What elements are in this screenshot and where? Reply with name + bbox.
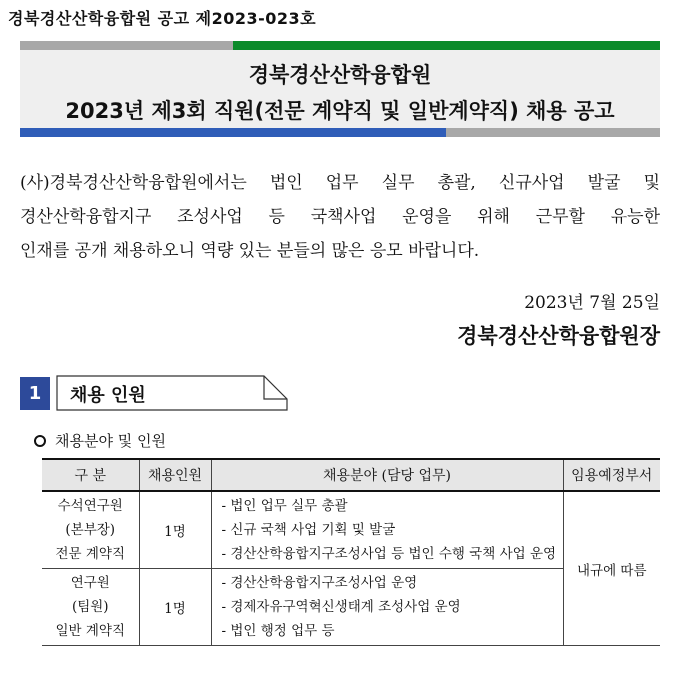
title-line-2: 2023년 제3회 직원(전문 계약직 및 일반계약직) 채용 공고 [65, 99, 615, 123]
header-duties: 채용분야 (담당 업무) [211, 459, 563, 491]
bottom-bar-blue-segment [20, 128, 446, 137]
section-title: 채용 인원 [70, 385, 146, 406]
top-bar-gray-segment [20, 41, 233, 50]
header-department: 임용예정부서 [563, 459, 660, 491]
bottom-bar-gray-segment [446, 128, 660, 137]
table-header-row [42, 459, 660, 491]
category-title: 연구원 [70, 575, 110, 591]
duty-item: - 신규 국책 사업 기획 및 발굴 [221, 522, 396, 538]
notice-date: 2023년 7월 25일 [524, 293, 660, 313]
title-bottom-bar [20, 128, 660, 137]
circle-bullet-icon [34, 435, 46, 447]
category-contract: 전문 계약직 [55, 546, 125, 562]
recruitment-table [42, 458, 660, 646]
header-count: 채용인원 [139, 459, 211, 491]
count-cell: 1명 [139, 569, 211, 646]
intro-line-2: 경산산학융합지구 조성사업 등 국책사업 운영을 위해 근무할 유능한 [20, 207, 660, 227]
duty-item: - 법인 업무 실무 총괄 [221, 498, 348, 514]
intro-line-1: (사)경북경산산학융합원에서는 법인 업무 실무 총괄, 신규사업 발굴 및 [20, 173, 660, 193]
top-bar-green-segment [233, 41, 660, 50]
category-cell [42, 569, 139, 646]
category-contract: 일반 계약직 [55, 623, 125, 639]
title-top-bar [20, 41, 660, 50]
count-cell: 1명 [139, 491, 211, 569]
duty-item: - 경산산학융합지구조성사업 운영 [221, 575, 418, 591]
intro-paragraph [20, 166, 660, 268]
category-title: 수석연구원 [57, 498, 123, 514]
header-category: 구 분 [42, 459, 139, 491]
category-cell [42, 491, 139, 569]
section-number: 1 [20, 377, 50, 410]
duty-item: - 경산산학융합지구조성사업 등 법인 수행 국책 사업 운영 [221, 546, 557, 562]
duty-item: - 경제자유구역혁신생태계 조성사업 운영 [221, 599, 461, 615]
title-line-1: 경북경산산학융합원 [248, 63, 432, 87]
intro-line-3: 인재를 공개 채용하오니 역량 있는 분들의 많은 응모 바랍니다. [20, 241, 480, 261]
department-cell: 내규에 따름 [563, 491, 660, 646]
title-box [20, 50, 660, 128]
duty-item: - 법인 행정 업무 등 [221, 623, 335, 639]
subsection-label: 채용분야 및 인원 [55, 432, 166, 450]
table-row [42, 491, 660, 569]
duties-cell [211, 491, 563, 569]
duties-cell [211, 569, 563, 646]
signer: 경북경산산학융합원장 [457, 323, 660, 348]
subsection-heading [34, 430, 166, 451]
category-role: (팀원) [71, 599, 109, 615]
category-role: (본부장) [65, 522, 116, 538]
notice-number: 경북경산산학융합원 공고 제2023-023호 [8, 9, 317, 28]
section-title-tab [56, 375, 288, 411]
